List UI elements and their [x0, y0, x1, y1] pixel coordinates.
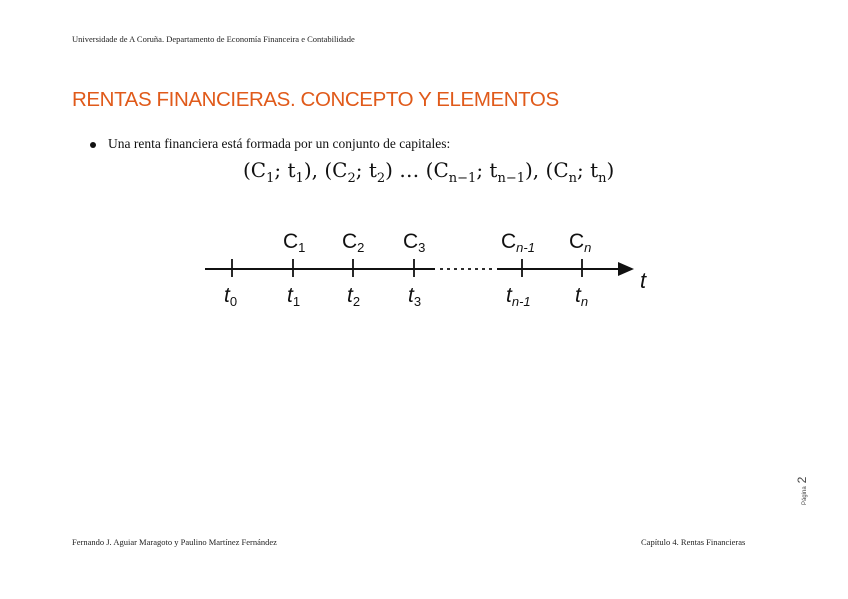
- footer-chapter: Capítulo 4. Rentas Financieras: [641, 537, 746, 547]
- time-label-3: t3: [408, 284, 422, 309]
- page-number: 2: [795, 476, 809, 484]
- section-title: RENTAS FINANCIERAS. CONCEPTO Y ELEMENTOS: [72, 88, 559, 111]
- page-number-label: [793, 477, 811, 505]
- time-label-2: t2: [347, 284, 361, 309]
- capital-label-n: Cn: [569, 230, 592, 255]
- timeline-arrow-icon: [618, 262, 634, 276]
- capital-label-1: C1: [283, 230, 306, 255]
- capitals-formula: ($C_1$; $t_1$), ($C_2$; $t_2$) … ($C_{n-1}$; $t_{n-1}$), ($C_n$; $t_n$): [243, 158, 615, 186]
- time-label-n: tn: [575, 284, 589, 309]
- page-word: Página: [802, 486, 808, 505]
- axis-label-t: t: [640, 268, 647, 293]
- footer-authors: Fernando J. Aguiar Maragoto y Paulino Martínez Fernández: [72, 537, 277, 547]
- bullet-text: Una renta financiera está formada por un conjunto de capitales:: [108, 136, 451, 151]
- time-label-n-1: tn-1: [506, 284, 531, 309]
- capital-label-3: C3: [403, 230, 426, 255]
- capital-label-2: C2: [342, 230, 365, 255]
- time-label-1: t1: [287, 284, 301, 309]
- time-label-0: t0: [224, 284, 238, 309]
- page-header: Universidade de A Coruña. Departamento de Economía Financeira e Contabilidade: [72, 34, 355, 44]
- capital-label-n-1: Cn-1: [501, 230, 535, 255]
